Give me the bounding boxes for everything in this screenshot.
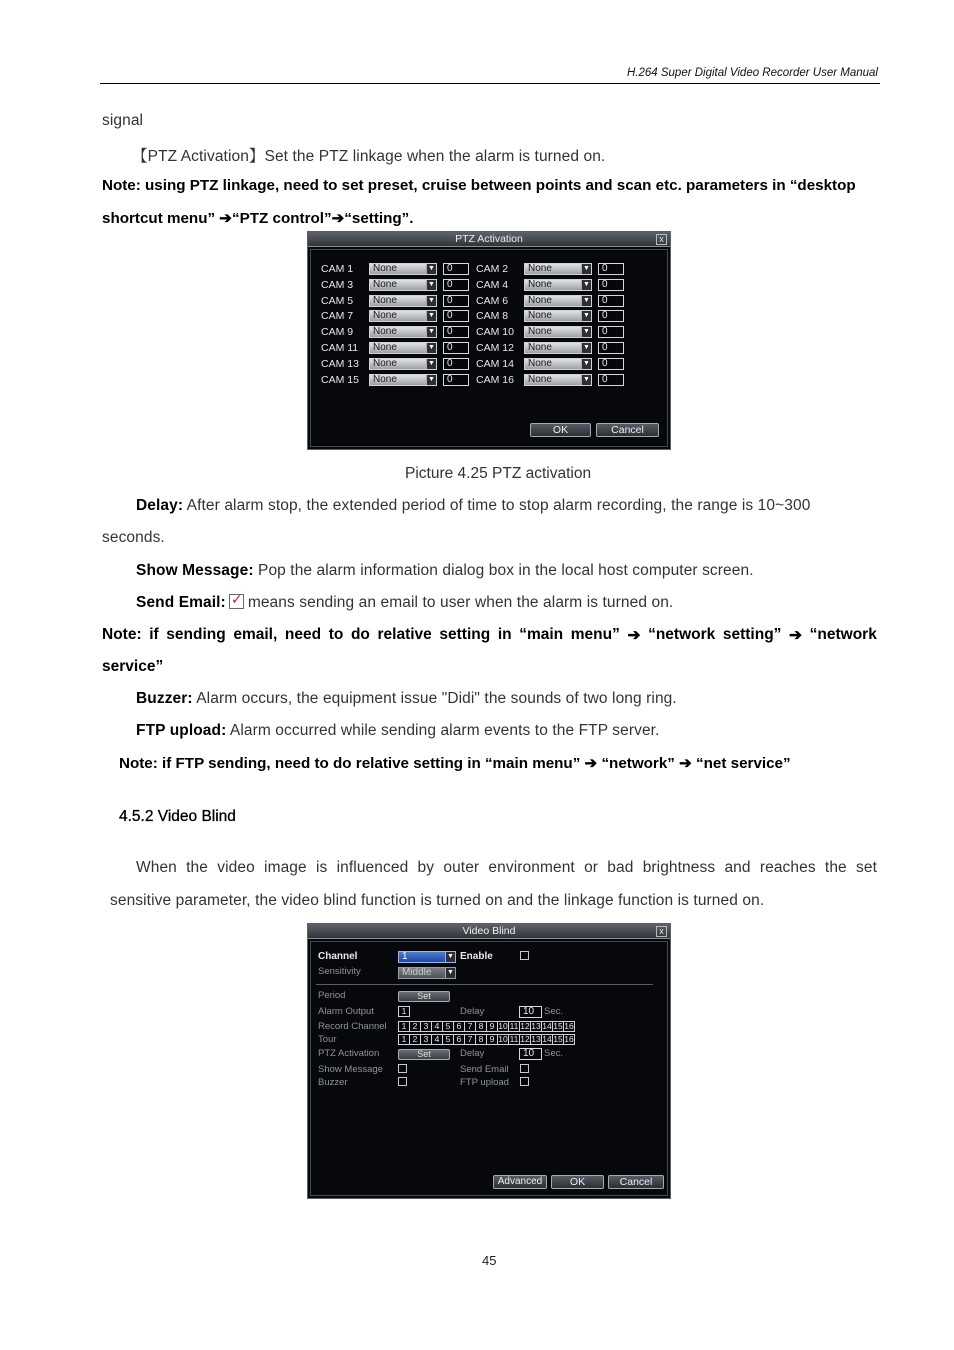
tour-channels xyxy=(398,1034,574,1045)
note-word: “network xyxy=(648,626,716,643)
cam-label: CAM 6 xyxy=(476,294,509,307)
note-word: to xyxy=(328,626,344,643)
section-heading: 4.5.2 Video Blind xyxy=(119,808,236,825)
delay-label: Delay xyxy=(460,1006,485,1017)
channel-toggle[interactable]: 3 xyxy=(420,1034,432,1045)
note-word: ➔ xyxy=(627,627,641,644)
record-channel-label: Record Channel xyxy=(318,1021,387,1032)
note-word: “main xyxy=(519,626,564,643)
channel-value: 1 xyxy=(402,951,408,962)
preset-number-input[interactable]: 0 xyxy=(598,310,624,322)
show-message-checkbox[interactable] xyxy=(398,1064,407,1073)
buzzer-desc: Alarm occurs, the equipment issue "Didi" the sounds of two long ring. xyxy=(192,690,677,707)
preset-number-input[interactable]: 0 xyxy=(598,263,624,275)
preset-select[interactable] xyxy=(524,358,592,370)
preset-select[interactable] xyxy=(369,358,437,370)
chevron-down-icon: ▼ xyxy=(581,327,591,337)
delay-desc: After alarm stop, the extended period of time to stop alarm recording, the range is 10~300 xyxy=(183,497,811,514)
channel-toggle[interactable]: 12 xyxy=(520,1034,530,1044)
ok-button[interactable]: OK xyxy=(530,423,591,437)
blind-dialog-titlebar xyxy=(308,924,670,939)
send-email-desc: means sending an email to user when the alarm is turned on. xyxy=(247,594,674,611)
channel-toggle[interactable]: 5 xyxy=(442,1034,454,1045)
note-word: ➔ xyxy=(789,627,803,644)
ftp-upload-label: FTP upload xyxy=(460,1077,509,1088)
cancel-button[interactable]: Cancel xyxy=(608,1175,664,1189)
paragraph-word: or xyxy=(584,859,599,876)
channel-toggle[interactable]: 9 xyxy=(486,1034,498,1045)
advanced-button[interactable]: Advanced xyxy=(493,1175,547,1189)
channel-toggle[interactable]: 9 xyxy=(486,1021,498,1032)
channel-toggle[interactable]: 10 xyxy=(498,1021,508,1031)
paragraph-word: influenced xyxy=(336,859,409,876)
sensitivity-value: Middle xyxy=(402,967,432,978)
channel-toggle[interactable]: 14 xyxy=(542,1034,552,1044)
ptz-dialog-title: PTZ Activation xyxy=(455,233,523,245)
text-send-email xyxy=(136,594,673,612)
cam-label: CAM 8 xyxy=(476,310,509,323)
ptz-set-button[interactable]: Set xyxy=(398,1049,450,1060)
header-rule xyxy=(100,83,880,84)
record-channels xyxy=(398,1021,574,1032)
chevron-down-icon: ▼ xyxy=(426,264,436,274)
caption-ptz: Picture 4.25 PTZ activation xyxy=(405,465,592,482)
cam-label: CAM 5 xyxy=(321,294,354,307)
alarm-output-label: Alarm Output xyxy=(318,1006,374,1017)
preset-select[interactable] xyxy=(369,342,437,354)
cam-label: CAM 2 xyxy=(476,263,509,275)
delay2-input[interactable]: 10 xyxy=(519,1048,542,1060)
text-ftp xyxy=(136,722,660,740)
show-message-desc: Pop the alarm information dialog box in the local host computer screen. xyxy=(253,562,754,579)
text-signal: signal xyxy=(102,112,144,129)
select-value: None xyxy=(528,373,552,385)
chevron-down-icon: ▼ xyxy=(426,343,436,353)
note-email-line2: service” xyxy=(102,658,164,675)
chevron-down-icon: ▼ xyxy=(426,375,436,385)
paragraph-word: the xyxy=(186,859,208,876)
checkbox-checked-icon xyxy=(229,594,244,609)
delay-input[interactable]: 10 xyxy=(519,1006,542,1018)
ftp-label: FTP upload: xyxy=(136,722,227,739)
preset-select[interactable] xyxy=(524,279,592,291)
select-value: None xyxy=(373,326,397,338)
alarm-output-channel[interactable]: 1 xyxy=(398,1006,410,1017)
preset-select[interactable] xyxy=(524,295,592,307)
ok-button[interactable]: OK xyxy=(551,1175,604,1189)
page-number: 45 xyxy=(482,1253,497,1268)
select-value: None xyxy=(528,278,552,290)
note-word: Note: xyxy=(102,626,142,643)
channel-toggle[interactable]: 2 xyxy=(409,1021,421,1032)
paragraph-word: environment xyxy=(488,859,575,876)
channel-select[interactable] xyxy=(398,951,456,963)
channel-toggle[interactable]: 2 xyxy=(409,1034,421,1045)
note-word: email, xyxy=(233,626,278,643)
ftp-desc: Alarm occurred while sending alarm events to the FTP server. xyxy=(226,722,660,739)
preset-number-input[interactable]: 0 xyxy=(443,374,469,386)
channel-toggle[interactable]: 1 xyxy=(398,1021,410,1032)
delay-label: Delay: xyxy=(136,497,184,514)
note-word: menu” xyxy=(570,626,620,643)
channel-toggle[interactable]: 5 xyxy=(442,1021,454,1032)
preset-number-input[interactable]: 0 xyxy=(443,263,469,275)
note-word: in xyxy=(497,626,512,643)
paragraph-word: brightness xyxy=(642,859,716,876)
preset-number-input[interactable]: 0 xyxy=(598,342,624,354)
ftp-upload-checkbox[interactable] xyxy=(520,1077,529,1086)
close-icon[interactable]: x xyxy=(656,234,667,245)
chevron-down-icon: ▼ xyxy=(581,359,591,369)
preset-select[interactable] xyxy=(369,295,437,307)
sec2-label: Sec. xyxy=(544,1048,564,1059)
select-value: None xyxy=(528,294,552,306)
cam-label: CAM 4 xyxy=(476,278,509,291)
preset-select[interactable] xyxy=(524,263,592,275)
preset-number-input[interactable]: 0 xyxy=(598,326,624,338)
channel-toggle[interactable]: 16 xyxy=(564,1034,574,1044)
note-word: need xyxy=(284,626,322,643)
select-value: None xyxy=(373,310,397,322)
buzzer-checkbox[interactable] xyxy=(398,1077,407,1086)
preset-select[interactable] xyxy=(369,263,437,275)
cam-label: CAM 7 xyxy=(321,310,354,323)
buzzer-label: Buzzer: xyxy=(136,690,193,707)
buzzer-label: Buzzer xyxy=(318,1077,348,1088)
preset-number-input[interactable]: 0 xyxy=(443,279,469,291)
select-value: None xyxy=(373,373,397,385)
text-blind-line2: sensitive parameter, the video blind function is turned on and the linkage function is turned on. xyxy=(110,892,765,909)
cam-label: CAM 12 xyxy=(476,342,514,354)
channel-toggle[interactable]: 13 xyxy=(531,1034,541,1044)
chevron-down-icon: ▼ xyxy=(426,296,436,306)
chevron-down-icon: ▼ xyxy=(426,311,436,321)
cam-label: CAM 16 xyxy=(476,373,514,386)
sensitivity-label: Sensitivity xyxy=(318,966,361,977)
select-value: None xyxy=(373,278,397,290)
send-email-label: Send Email xyxy=(460,1064,509,1075)
channel-toggle[interactable]: 7 xyxy=(464,1021,476,1032)
preset-number-input[interactable]: 0 xyxy=(443,310,469,322)
text-ptz-activation: 【PTZ Activation】Set the PTZ linkage when the alarm is turned on. xyxy=(132,148,606,165)
delay2-label: Delay xyxy=(460,1048,485,1059)
channel-toggle[interactable]: 15 xyxy=(553,1034,563,1044)
tour-label: Tour xyxy=(318,1034,337,1045)
preset-select[interactable] xyxy=(369,326,437,338)
channel-toggle[interactable]: 8 xyxy=(475,1021,487,1032)
alarm-output-channels xyxy=(398,1006,409,1017)
preset-number-input[interactable]: 0 xyxy=(443,326,469,338)
paragraph-word: bad xyxy=(607,859,634,876)
blind-dialog-title: Video Blind xyxy=(462,925,516,937)
chevron-down-icon: ▼ xyxy=(581,375,591,385)
show-message-label: Show Message: xyxy=(136,562,254,579)
paragraph-word: image xyxy=(264,859,307,876)
select-value: None xyxy=(528,310,552,322)
select-value: None xyxy=(528,342,552,353)
select-value: None xyxy=(373,294,397,306)
chevron-down-icon: ▼ xyxy=(581,343,591,353)
cancel-button[interactable]: Cancel xyxy=(596,423,659,437)
note-word: setting” xyxy=(722,626,782,643)
select-value: None xyxy=(373,263,397,274)
chevron-down-icon: ▼ xyxy=(426,327,436,337)
paragraph-word: the xyxy=(824,859,847,876)
send-email-label: Send Email: xyxy=(136,594,226,611)
paragraph-word: by xyxy=(417,859,435,876)
chevron-down-icon: ▼ xyxy=(581,311,591,321)
preset-select[interactable] xyxy=(524,342,592,354)
chevron-down-icon: ▼ xyxy=(426,280,436,290)
channel-toggle[interactable]: 15 xyxy=(553,1021,563,1031)
preset-number-input[interactable]: 0 xyxy=(443,295,469,307)
preset-number-input[interactable]: 0 xyxy=(443,342,469,354)
select-value: None xyxy=(528,357,552,369)
channel-toggle[interactable]: 13 xyxy=(531,1021,541,1031)
header-title: H.264 Super Digital Video Recorder User Manual xyxy=(626,67,878,79)
cam-label: CAM 13 xyxy=(321,357,359,370)
note-ptz-line2: shortcut menu” ➔“PTZ control”➔“setting”. xyxy=(102,210,414,227)
chevron-down-icon: ▼ xyxy=(581,296,591,306)
paragraph-word: set xyxy=(856,859,877,876)
preset-select[interactable] xyxy=(524,310,592,322)
channel-toggle[interactable]: 6 xyxy=(453,1021,465,1032)
channel-toggle[interactable]: 6 xyxy=(453,1034,465,1045)
period-set-button[interactable]: Set xyxy=(398,991,450,1002)
video-blind-dialog xyxy=(307,923,671,1199)
text-delay-cont: seconds. xyxy=(102,529,165,546)
preset-select[interactable] xyxy=(369,279,437,291)
ptz-activation-label: PTZ Activation xyxy=(318,1048,380,1059)
chevron-down-icon: ▼ xyxy=(445,952,455,962)
note-email-line1 xyxy=(102,626,877,645)
ptz-dialog-titlebar xyxy=(308,232,670,247)
text-show-message xyxy=(136,562,754,580)
paragraph-word: When xyxy=(136,859,177,876)
send-email-checkbox[interactable] xyxy=(520,1064,529,1073)
channel-label: Channel xyxy=(318,951,358,962)
cam-label: CAM 3 xyxy=(321,278,354,291)
preset-number-input[interactable]: 0 xyxy=(598,279,624,291)
paragraph-word: reaches xyxy=(759,859,816,876)
chevron-down-icon: ▼ xyxy=(581,280,591,290)
chevron-down-icon: ▼ xyxy=(426,359,436,369)
paragraph-word: outer xyxy=(443,859,480,876)
preset-number-input[interactable]: 0 xyxy=(598,358,624,370)
text-blind-line1 xyxy=(136,859,877,877)
channel-toggle[interactable]: 14 xyxy=(542,1021,552,1031)
select-value: None xyxy=(528,326,552,338)
channel-toggle[interactable]: 1 xyxy=(398,1034,410,1045)
chevron-down-icon: ▼ xyxy=(445,968,455,978)
preset-number-input[interactable]: 0 xyxy=(443,358,469,370)
paragraph-word: and xyxy=(724,859,751,876)
channel-toggle[interactable]: 3 xyxy=(420,1021,432,1032)
cam-label: CAM 10 xyxy=(476,326,514,339)
text-delay xyxy=(136,497,810,515)
close-icon[interactable]: x xyxy=(656,926,667,937)
enable-checkbox[interactable] xyxy=(520,951,529,960)
divider xyxy=(316,984,653,985)
channel-toggle[interactable]: 16 xyxy=(564,1021,574,1031)
show-message-label: Show Message xyxy=(318,1064,383,1075)
cam-label: CAM 1 xyxy=(321,263,354,275)
channel-toggle[interactable]: 7 xyxy=(464,1034,476,1045)
note-word: relative xyxy=(377,626,432,643)
preset-number-input[interactable]: 0 xyxy=(598,295,624,307)
select-value: None xyxy=(373,357,397,369)
note-ftp: Note: if FTP sending, need to do relative setting in “main menu” ➔ “network” ➔ “net service” xyxy=(119,755,791,772)
select-value: None xyxy=(373,342,397,353)
cam-label: CAM 11 xyxy=(321,342,359,354)
cam-label: CAM 9 xyxy=(321,326,354,339)
select-value: None xyxy=(528,263,552,274)
period-label: Period xyxy=(318,990,346,1001)
paragraph-word: video xyxy=(217,859,255,876)
note-word: if xyxy=(149,626,159,643)
chevron-down-icon: ▼ xyxy=(581,264,591,274)
paragraph-word: is xyxy=(315,859,328,876)
channel-toggle[interactable]: 4 xyxy=(431,1034,443,1045)
channel-toggle[interactable]: 11 xyxy=(509,1021,519,1031)
channel-toggle[interactable]: 11 xyxy=(509,1034,519,1044)
note-word: sending xyxy=(166,626,226,643)
ptz-activation-dialog xyxy=(307,231,671,450)
sec-label: Sec. xyxy=(544,1006,564,1017)
preset-select[interactable] xyxy=(369,374,437,386)
channel-toggle[interactable]: 10 xyxy=(498,1034,508,1044)
channel-toggle[interactable]: 4 xyxy=(431,1021,443,1032)
cam-label: CAM 15 xyxy=(321,373,359,386)
preset-select[interactable] xyxy=(524,374,592,386)
channel-toggle[interactable]: 12 xyxy=(520,1021,530,1031)
note-word: “network xyxy=(809,626,877,643)
preset-select[interactable] xyxy=(369,310,437,322)
sensitivity-select[interactable] xyxy=(398,967,456,979)
channel-toggle[interactable]: 8 xyxy=(475,1034,487,1045)
preset-select[interactable] xyxy=(524,326,592,338)
note-ptz-line1: Note: using PTZ linkage, need to set preset, cruise between points and scan etc. parameters in “desktop xyxy=(102,177,856,194)
note-word: do xyxy=(350,626,370,643)
cam-label: CAM 14 xyxy=(476,357,514,370)
preset-number-input[interactable]: 0 xyxy=(598,374,624,386)
text-buzzer xyxy=(136,690,677,708)
note-word: setting xyxy=(439,626,491,643)
enable-label: Enable xyxy=(460,951,493,962)
